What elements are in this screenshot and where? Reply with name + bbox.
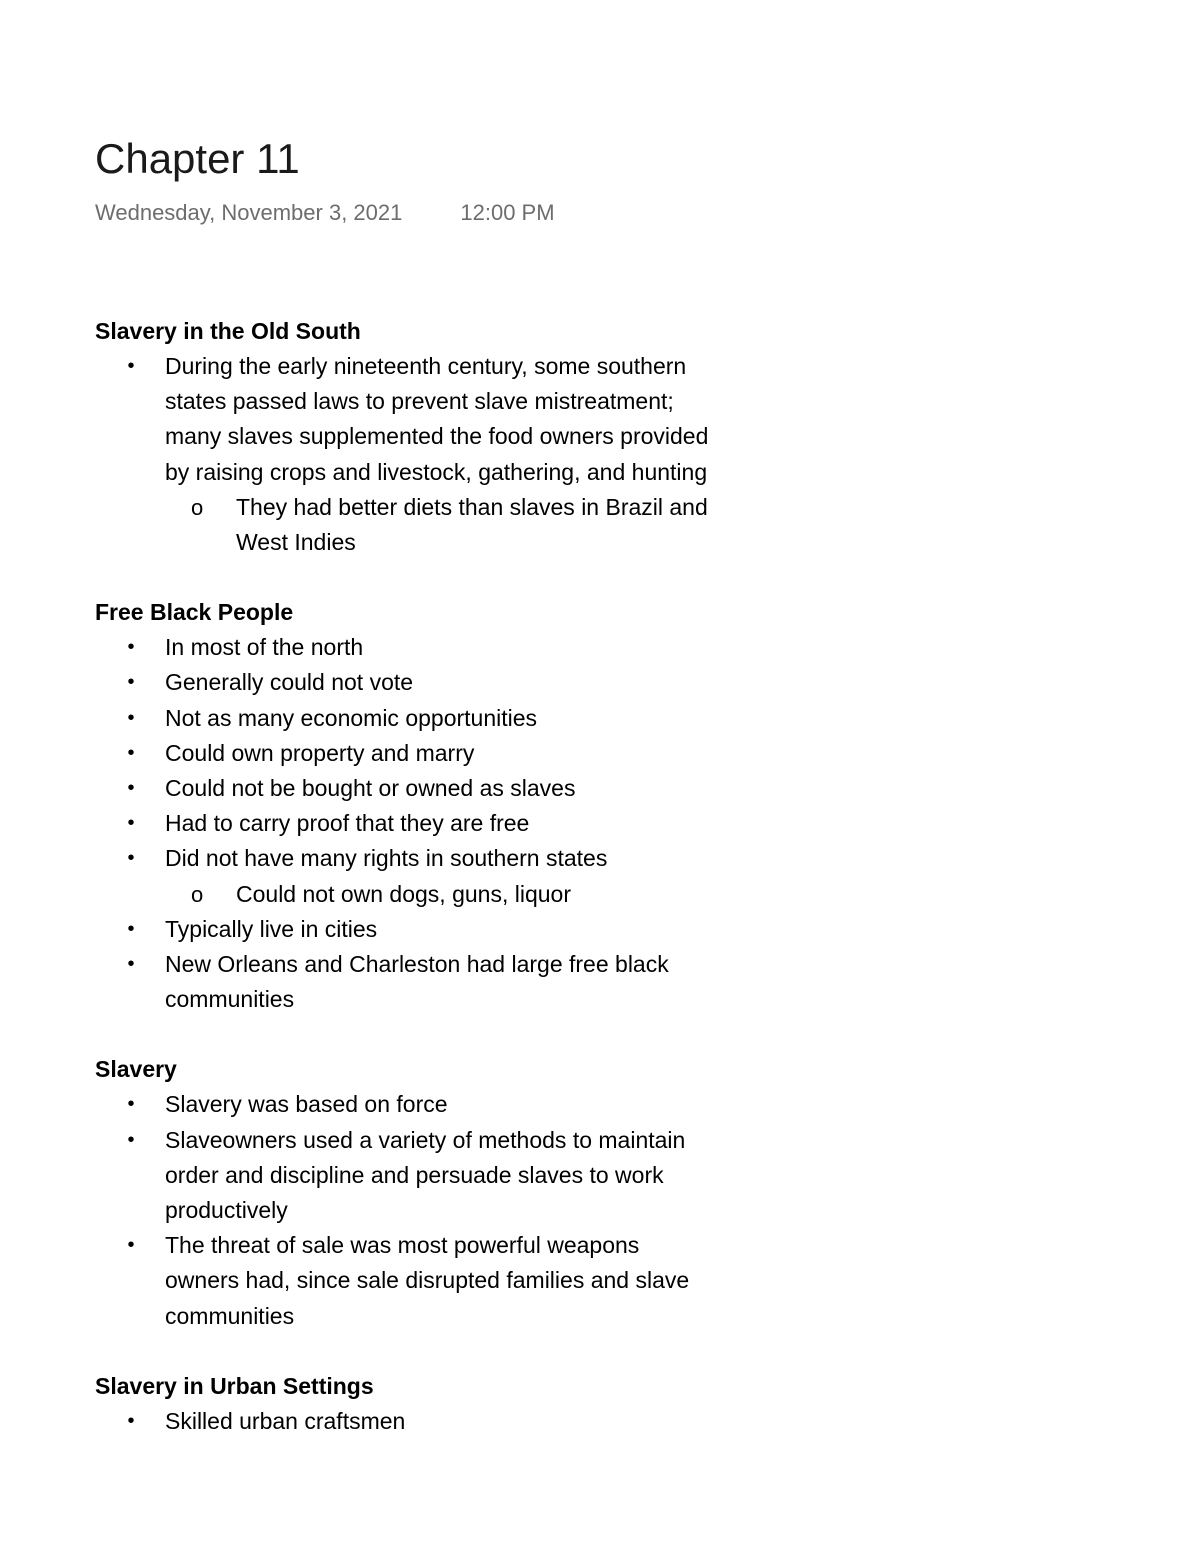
page-time: 12:00 PM [460, 200, 555, 225]
list-item-text: Generally could not vote [165, 669, 414, 696]
page-timestamp [95, 199, 555, 227]
bullet-icon: • [127, 812, 135, 835]
list-item-text: Could own property and marry [165, 739, 475, 766]
bullet-list [95, 1087, 855, 1333]
bullet-icon: • [127, 847, 135, 870]
list-item-text: Typically live in cities [165, 915, 378, 942]
list-item-text: Skilled urban craftsmen [165, 1407, 406, 1434]
bullet-icon: • [127, 953, 135, 976]
page-date: Wednesday, November 3, 2021 [95, 200, 403, 225]
note-section [95, 1369, 855, 1439]
bullet-list [95, 630, 855, 1017]
list-item-text: owners had, since sale disrupted families and slave [165, 1267, 690, 1294]
section-heading: Free Black People [95, 599, 294, 626]
section-heading: Slavery in the Old South [95, 318, 361, 344]
list-item-text: productively [165, 1197, 288, 1224]
list-item-text: order and discipline and persuade slaves to work [165, 1161, 664, 1188]
list-item-text: New Orleans and Charleston had large free black [165, 951, 669, 978]
list-item [95, 1404, 855, 1439]
list-item [95, 349, 855, 560]
list-item [95, 1087, 855, 1122]
bullet-icon: • [127, 1234, 135, 1257]
bullet-list [95, 349, 855, 560]
list-item [95, 1228, 855, 1334]
sub-list-item [165, 490, 855, 560]
list-item [95, 771, 855, 806]
bullet-icon: • [127, 917, 135, 940]
list-item [95, 1123, 855, 1229]
note-section [95, 314, 855, 560]
bullet-icon: • [127, 1093, 135, 1116]
hollow-bullet-icon: o [191, 494, 204, 520]
bullet-icon: • [127, 671, 135, 694]
list-item [95, 736, 855, 771]
section-heading: Slavery [95, 1056, 177, 1083]
note-section [95, 595, 855, 1017]
list-item-text: During the early nineteenth century, some southern [165, 353, 687, 379]
list-item-text: many slaves supplemented the food owners provided [165, 423, 709, 450]
list-item-text: Slavery was based on force [165, 1091, 448, 1118]
list-item-text: Did not have many rights in southern states [165, 845, 608, 872]
note-content [95, 314, 855, 1474]
list-item-text: communities [165, 986, 295, 1013]
bullet-icon: • [127, 777, 135, 800]
list-item-text: Could not be bought or owned as slaves [165, 775, 576, 802]
sub-list-item-text: They had better diets than slaves in Brazil and [236, 493, 708, 520]
list-item-text: Not as many economic opportunities [165, 704, 538, 731]
list-item-text: by raising crops and livestock, gathering, and hunting [165, 458, 708, 485]
list-item-text: Slaveowners used a variety of methods to maintain [165, 1126, 686, 1153]
note-section [95, 1052, 855, 1333]
sub-bullet-list [165, 877, 855, 912]
bullet-icon: • [127, 1128, 135, 1151]
list-item [95, 912, 855, 947]
list-item-text: states passed laws to prevent slave mistreatment; [165, 388, 674, 415]
list-item [95, 701, 855, 736]
list-item [95, 630, 855, 665]
list-item [95, 806, 855, 841]
bullet-list [95, 1404, 855, 1439]
bullet-icon: • [127, 741, 135, 764]
sub-bullet-list [165, 490, 855, 560]
section-heading: Slavery in Urban Settings [95, 1372, 374, 1399]
page-title: Chapter 11 [95, 135, 300, 182]
list-item-text: communities [165, 1302, 295, 1329]
list-item [95, 665, 855, 700]
list-item [95, 947, 855, 1017]
bullet-icon: • [127, 355, 135, 377]
list-item [95, 841, 855, 911]
sub-list-item [165, 877, 855, 912]
bullet-icon: • [127, 636, 135, 659]
hollow-bullet-icon: o [191, 881, 204, 907]
list-item-text: In most of the north [165, 634, 364, 661]
sub-list-item-text: Could not own dogs, guns, liquor [236, 880, 571, 907]
sub-list-item-text: West Indies [236, 529, 356, 556]
list-item-text: The threat of sale was most powerful weapons [165, 1232, 640, 1259]
bullet-icon: • [127, 1409, 135, 1432]
bullet-icon: • [127, 706, 135, 729]
list-item-text: Had to carry proof that they are free [165, 810, 530, 837]
